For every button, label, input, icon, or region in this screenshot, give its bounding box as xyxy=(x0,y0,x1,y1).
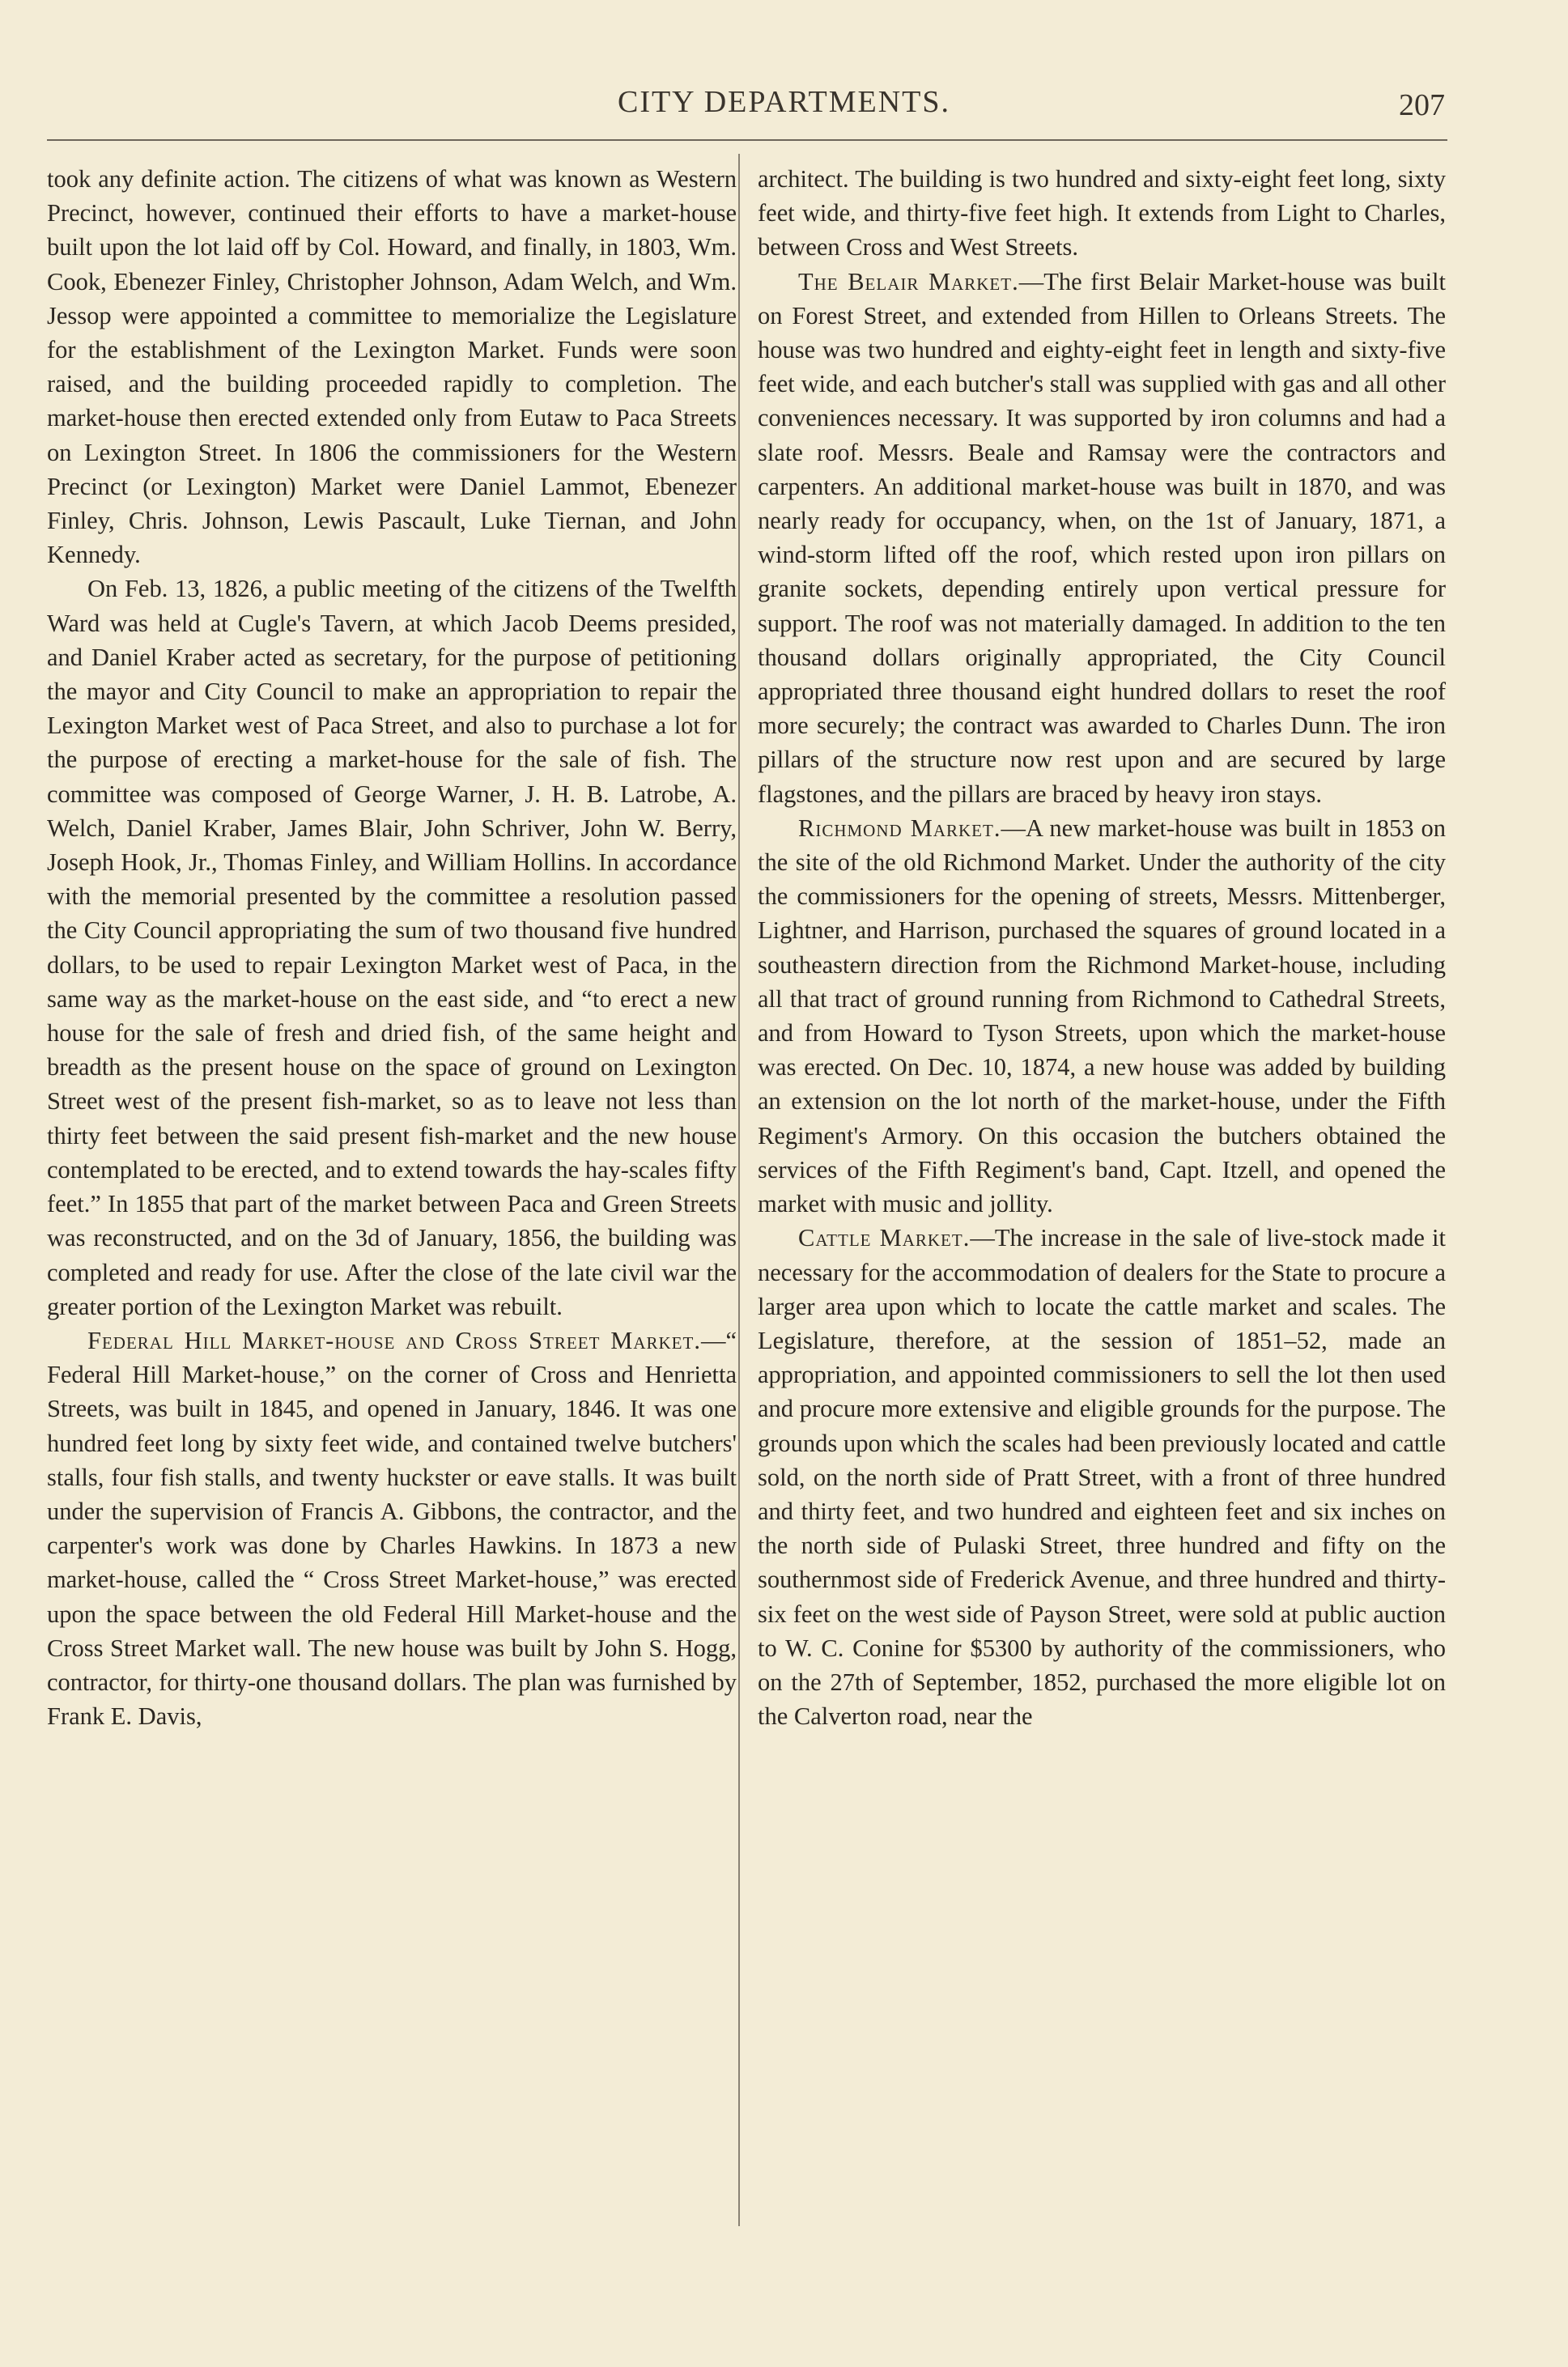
left-paragraph-1: took any definite action. The citizens of what was known as Western Precinct, however, continued their efforts to have a market-house built upon the lot laid off by Col. Howard, and finally, in 1803, Wm. Cook, Ebenezer Finley, Christopher Johnson, Adam Welch, and Wm. Jessop were appointed a committee to memorialize the Legislature for the establishment of the Lexington Market. Funds were soon raised, and the building proceeded rapidly to completion. The market-house then erected extended only from Eutaw to Paca Streets on Lexington Street. In 1806 the commissioners for the Western Precinct (or Lexington) Market were Daniel Lammot, Ebenezer Finley, Chris. Johnson, Lewis Pascault, Luke Tiernan, and John Kennedy. xyxy=(47,165,737,569)
column-rule xyxy=(738,154,740,2226)
header-rule xyxy=(47,139,1447,141)
page-number: 207 xyxy=(1399,88,1445,122)
right-paragraph-2-body: —The first Belair Market-house was built on Forest Street, and extended from Hillen to Orleans Streets. The house was two hundred and eighty-eight feet in length and sixty-five feet wide, and each butcher's stall was supplied with gas and all other conveniences necessary. It was supported by iron columns and had a slate roof. Messrs. Beale and Ramsay were the contractors and carpenters. An additional market-house was built in 1870, and was nearly ready for occupancy, when, on the 1st of January, 1871, a wind-storm lifted off the roof, which rested upon iron pillars on granite sockets, depending entirely upon vertical pressure for support. The roof was not materially damaged. In addition to the ten thousand dollars originally appropriated, the City Council appropriated three thousand eight hundred dollars to reset the roof more securely; the contract was awarded to Charles Dunn. The iron pillars of the structure now rest upon and are secured by large flagstones, and the pillars are braced by heavy iron stays. xyxy=(758,267,1446,808)
right-paragraph-4-body: —The increase in the sale of live-stock made it necessary for the accommodation of dealers for the State to procure a larger area upon which to locate the cattle market and scales. The Legislature, therefore, at the session of 1851–52, made an appropriation, and appointed commissioners to sell the lot then used and procure more extensive and eligible grounds for the purpose. The grounds upon which the scales had been previously located and cattle sold, on the north side of Pratt Street, with a front of three hundred and thirty feet, and two hundred and eighteen feet and six inches on the north side of Pulaski Street, three hundred and fifty on the southernmost side of Frederick Avenue, and three hundred and thirty-six feet on the west side of Payson Street, were sold at public auction to W. C. Conine for $5300 by authority of the commissioners, who on the 27th of September, 1852, purchased the more eligible lot on the Calverton road, near the xyxy=(758,1224,1446,1731)
right-column xyxy=(758,162,1446,1733)
right-paragraph-3-body: —A new market-house was built in 1853 on the site of the old Richmond Market. Under the authority of the city the commissioners for the opening of streets, Messrs. Mittenberger, Lightner, and Harrison, purchased the squares of ground located in a southeastern direction from the Richmond Market-house, including all that tract of ground running from Richmond to Cathedral Streets, and from Howard to Tyson Streets, upon which the market-house was erected. On Dec. 10, 1874, a new house was added by building an extension on the lot north of the market-house, under the Fifth Regiment's Armory. On this occasion the butchers obtained the services of the Fifth Regiment's band, Capt. Itzell, and opened the market with music and jollity. xyxy=(758,814,1446,1218)
section-heading-federal-hill: Federal Hill Market-house and Cross Street Market. xyxy=(87,1326,701,1354)
right-paragraph-2 xyxy=(758,265,1446,811)
left-paragraph-3 xyxy=(47,1324,737,1733)
right-paragraph-4 xyxy=(758,1221,1446,1733)
section-heading-richmond: Richmond Market. xyxy=(798,814,1001,842)
left-column xyxy=(47,162,737,1733)
left-paragraph-3-body: —“ Federal Hill Market-house,” on the corner of Cross and Henrietta Streets, was built in 1845, and opened in January, 1846. It was one hundred feet long by sixty feet wide, and contained twelve butchers' stalls, four fish stalls, and twenty huckster or eave stalls. It was built under the supervision of Francis A. Gibbons, the contractor, and the carpenter's work was done by Charles Hawkins. In 1873 a new market-house, called the “ Cross Street Market-house,” was erected upon the space between the old Federal Hill Market-house and the Cross Street Market wall. The new house was built by John S. Hogg, contractor, for thirty-one thousand dollars. The plan was furnished by Frank E. Davis, xyxy=(47,1326,737,1731)
left-paragraph-2: On Feb. 13, 1826, a public meeting of the citizens of the Twelfth Ward was held at Cugle's Tavern, at which Jacob Deems presided, and Daniel Kraber acted as secretary, for the purpose of petitioning the mayor and City Council to make an appropriation to repair the Lexington Market west of Paca Street, and also to purchase a lot for the purpose of erecting a market-house for the sale of fish. The committee was composed of George Warner, J. H. B. Latrobe, A. Welch, Daniel Kraber, James Blair, John Schriver, John W. Berry, Joseph Hook, Jr., Thomas Finley, and William Hollins. In accordance with the memorial presented by the committee a resolution passed the City Council appropriating the sum of two thousand five hundred dollars, to be used to repair Lexington Market west of Paca, in the same way as the market-house on the east side, and “to erect a new house for the sale of fresh and dried fish, of the same height and breadth as the present house on the space of ground on Lexington Street west of the present fish-market, so as to leave not less than thirty feet between the said present fish-market and the new house contemplated to be erected, and to extend towards the hay-scales fifty feet.” In 1855 that part of the market between Paca and Green Streets was reconstructed, and on the 3d of January, 1856, the building was completed and ready for use. After the close of the late civil war the greater portion of the Lexington Market was rebuilt. xyxy=(47,575,737,1320)
right-paragraph-1: architect. The building is two hundred and sixty-eight feet long, sixty feet wide, and thirty-five feet high. It extends from Light to Charles, between Cross and West Streets. xyxy=(758,165,1446,261)
section-heading-cattle: Cattle Market. xyxy=(798,1224,971,1252)
section-heading-belair: The Belair Market. xyxy=(798,267,1019,295)
running-title: CITY DEPARTMENTS. xyxy=(617,85,951,119)
right-paragraph-3 xyxy=(758,811,1446,1221)
